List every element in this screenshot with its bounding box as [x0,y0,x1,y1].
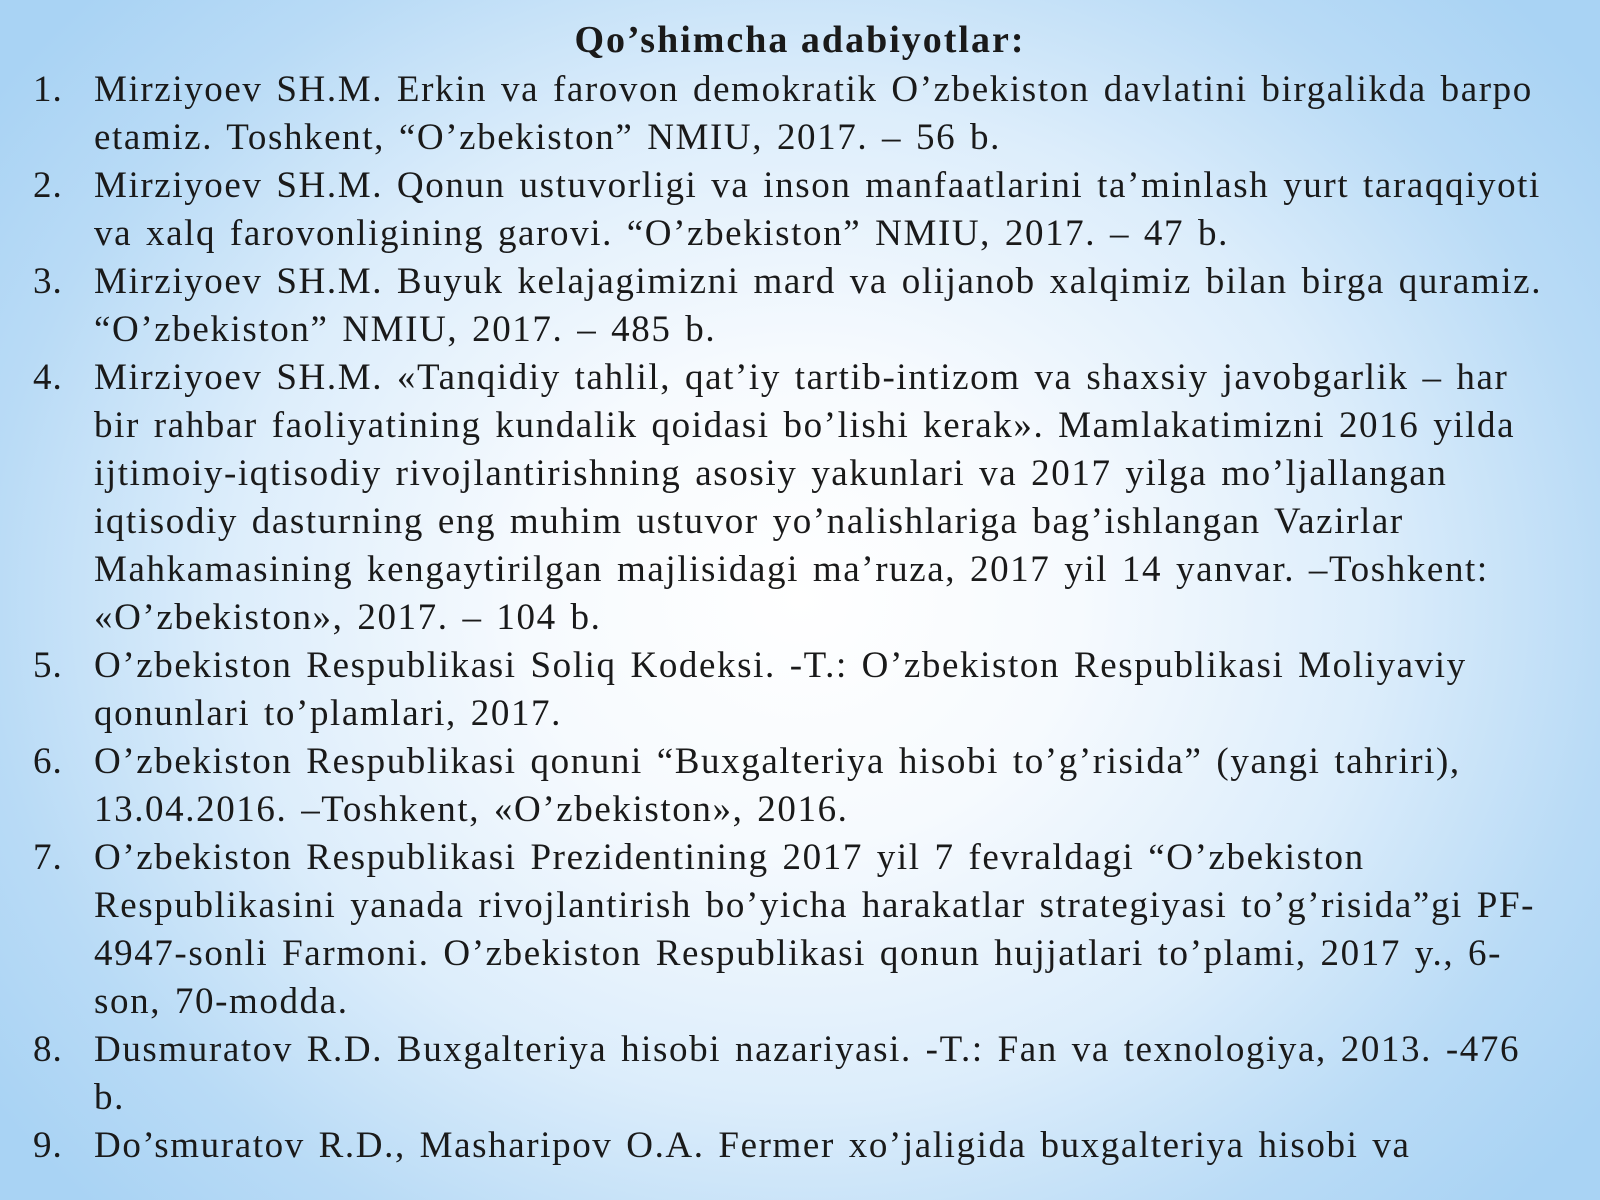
reference-number: 7. [33,837,63,878]
reference-item [0,258,1600,354]
reference-item [0,642,1600,738]
reference-item [0,1026,1600,1122]
reference-text: O’zbekiston Respublikasi Prezidentining 2017 yil 7 fevraldagi “O’zbekiston Respublikasini yanada rivojlantirish bo’yicha harakatlar strategiyasi to’g’risida”gi PF-4947-sonli Farmoni. O’zbekiston Respublikasi qonun hujjatlari to’plami, 2017 y., 6-son, 70-modda. [94,837,1536,1022]
reference-list [0,66,1600,1170]
reference-number: 3. [33,261,63,302]
reference-number: 1. [33,69,63,110]
reference-text: Do’smuratov R.D., Masharipov O.A. Fermer xo’jaligida buxgalteriya hisobi va [94,1125,1411,1166]
reference-text: Mirziyoev SH.M. «Tanqidiy tahlil, qat’iy tartib-intizom va shaxsiy javobgarlik – har bir rahbar faoliyatining kundalik qoidasi bo’lishi kerak». Mamlakatimizni 2016 yilda ijtimoiy-iqtisodiy rivojlantirishning asosiy yakunlari va 2017 yilga mo’ljallangan iqtisodiy dasturning eng muhim ustuvor yo’nalishlariga bag’ishlangan Vazirlar Mahkamasining kengaytirilgan majlisidagi ma’ruza, 2017 yil 14 yanvar. –Toshkent: «O’zbekiston», 2017. – 104 b. [94,357,1516,638]
reference-number: 9. [33,1125,63,1166]
reference-number: 4. [33,357,63,398]
reference-item [0,354,1600,642]
reference-item [0,738,1600,834]
reference-item [0,162,1600,258]
reference-text: Dusmuratov R.D. Buxgalteriya hisobi nazariyasi. -T.: Fan va texnologiya, 2013. -476 b. [94,1029,1521,1118]
reference-text: Mirziyoev SH.M. Buyuk kelajagimizni mard va olijanob xalqimiz bilan birga quramiz. “O’zbekiston” NMIU, 2017. – 485 b. [94,261,1543,350]
reference-number: 6. [33,741,63,782]
reference-text: Mirziyoev SH.M. Erkin va farovon demokratik O’zbekiston davlatini birgalikda barpo etamiz. Toshkent, “O’zbekiston” NMIU, 2017. – 56 b. [94,69,1533,158]
reference-number: 2. [33,165,63,206]
reference-text: Mirziyoev SH.M. Qonun ustuvorligi va inson manfaatlarini ta’minlash yurt taraqqiyoti va xalq farovonligining garovi. “O’zbekiston” NMIU, 2017. – 47 b. [94,165,1541,254]
reference-number: 8. [33,1029,63,1070]
reference-text: O’zbekiston Respublikasi qonuni “Buxgalteriya hisobi to’g’risida” (yangi tahriri), 13.04.2016. –Toshkent, «O’zbekiston», 2016. [94,741,1461,830]
reference-item [0,1122,1600,1170]
reference-item [0,66,1600,162]
reference-number: 5. [33,645,63,686]
reference-item [0,834,1600,1026]
reference-text: O’zbekiston Respublikasi Soliq Kodeksi. -T.: O’zbekiston Respublikasi Moliyaviy qonunlari to’plamlari, 2017. [94,645,1467,734]
slide-title: Qo’shimcha adabiyotlar: [574,19,1026,61]
